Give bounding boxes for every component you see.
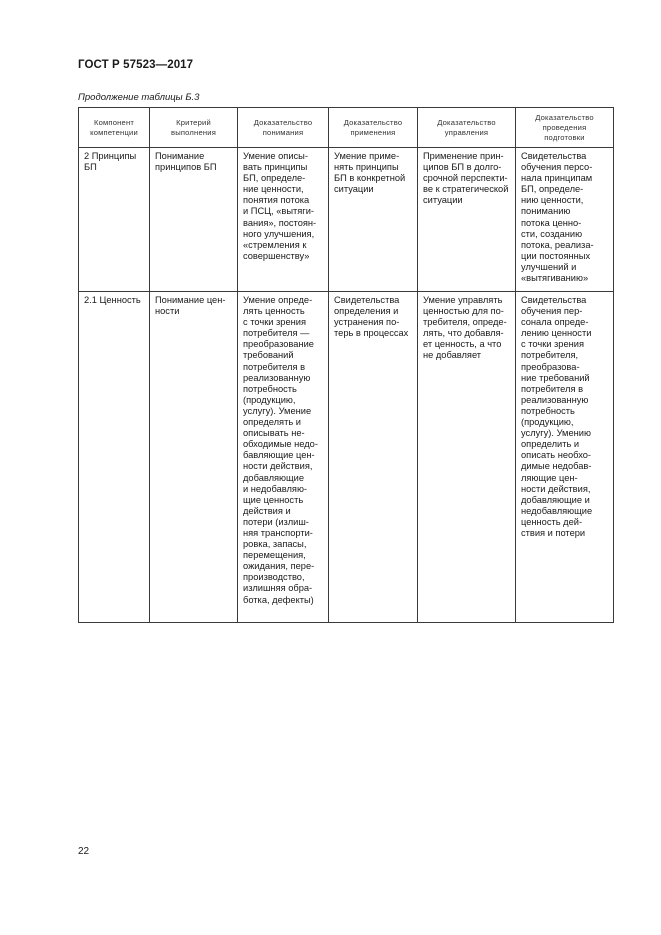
table-row: [79, 148, 614, 292]
table-cell: Умение опреде- лять ценность с точки зрения потребителя — преобразование требований потребителя в реализованную потребность (продукцию, услугу). Умение определять и описывать не- обходимые недо- бавляющие цен- ности действия, добавляющие и недобавляю- щие ценность действия и потери (излиш- няя транспорти- ровка, запасы, перемещения, ожидания, пере- производство, излишняя обра- ботка, дефекты): [238, 292, 329, 623]
table-cell: Свидетельства определения и устранения по- терь в процессах: [329, 292, 418, 623]
competence-table: [78, 107, 614, 623]
header-evidence-understanding: Доказательство понимания: [238, 108, 329, 148]
header-performance-criterion: Критерий выполнения: [150, 108, 238, 148]
table-header-row: [79, 108, 614, 148]
table-cell: 2 Принципы БП: [79, 148, 150, 292]
table-cell: Применение прин- ципов БП в долго- срочной перспекти- ве к стратегической ситуации: [418, 148, 516, 292]
table-row: [79, 292, 614, 623]
header-competence-component: Компонент компетенции: [79, 108, 150, 148]
header-evidence-management: Доказательство управления: [418, 108, 516, 148]
page-number: 22: [78, 846, 90, 857]
header-evidence-training: Доказательство проведения подготовки: [516, 108, 614, 148]
table-caption: Продолжение таблицы Б.3: [78, 92, 200, 103]
table-cell: 2.1 Ценность: [79, 292, 150, 623]
header-evidence-application: Доказательство применения: [329, 108, 418, 148]
table-cell: Умение приме- нять принципы БП в конкретной ситуации: [329, 148, 418, 292]
table-cell: Понимание принципов БП: [150, 148, 238, 292]
table-cell: Умение управлять ценностью для по- требителя, опреде- лять, что добавля- ет ценность, а что не добавляет: [418, 292, 516, 623]
table-cell: Свидетельства обучения персо- нала принципам БП, определе- нию ценности, пониманию потока ценно- сти, созданию потока, реализа- ции постоянных улучшений и «вытягиванию»: [516, 148, 614, 292]
document-header: ГОСТ Р 57523—2017: [78, 59, 194, 71]
table-cell: Понимание цен- ности: [150, 292, 238, 623]
table-cell: Свидетельства обучения пер- сонала опреде- лению ценности с точки зрения потребителя, преобразова- ние требований потребителя в реализованную потребность (продукцию, услугу). Умению определить и описать необхо- димые недобав- ляющие цен- ности действия, добавляющие и недобавляющие ценность дей- ствия и потери: [516, 292, 614, 623]
table-cell: Умение описы- вать принципы БП, определе- ние ценности, понятия потока и ПСЦ, «вытяги- вания», постоян- ного улучшения, «стремления к совершенству»: [238, 148, 329, 292]
